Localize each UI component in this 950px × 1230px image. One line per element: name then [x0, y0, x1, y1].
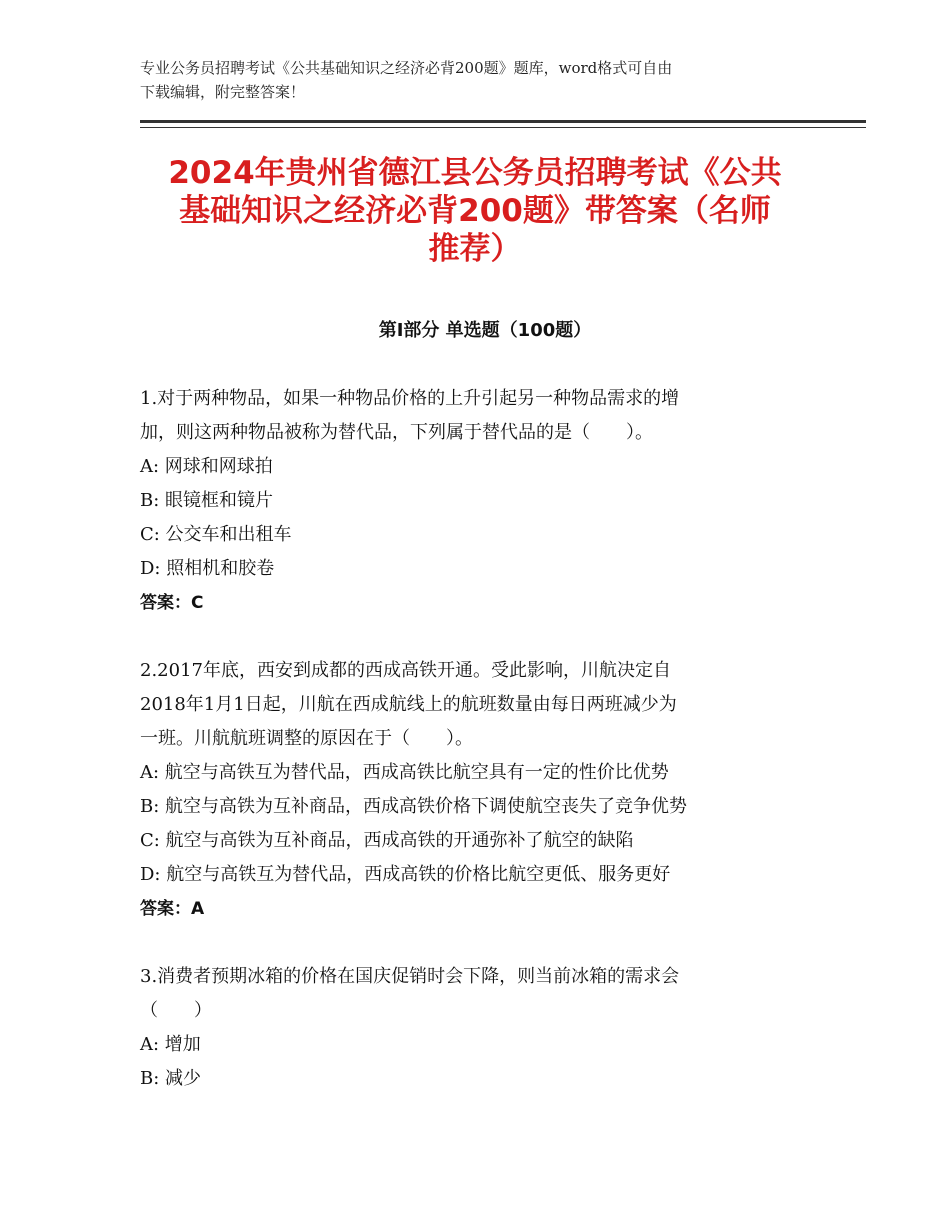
header-divider — [140, 120, 866, 123]
header-note-line: 下载编辑，附完整答案！ — [140, 83, 306, 101]
option-a: A: 航空与高铁互为替代品，西成高铁比航空具有一定的性价比优势 — [140, 762, 669, 783]
option-d: D: 航空与高铁互为替代品，西成高铁的价格比航空更低、服务更好 — [140, 864, 671, 885]
header-note-line: 专业公务员招聘考试《公共基础知识之经济必背200题》题库，word格式可自由 — [140, 59, 673, 77]
question-stem: 加，则这两种物品被称为替代品，下列属于替代品的是（ ）。 — [140, 422, 653, 443]
title-line: 推荐） — [428, 231, 522, 267]
title-line: 基础知识之经济必背200题》带答案（名师 — [179, 193, 771, 229]
option-c: C: 公交车和出租车 — [140, 524, 292, 545]
option-b: B: 减少 — [140, 1068, 202, 1089]
title-line: 2024年贵州省德江县公务员招聘考试《公共 — [168, 155, 782, 191]
question-stem: 1.对于两种物品，如果一种物品价格的上升引起另一种物品需求的增 — [140, 388, 680, 409]
option-d: D: 照相机和胶卷 — [140, 558, 275, 579]
question-2 — [140, 654, 810, 926]
question-1 — [140, 382, 810, 620]
question-3 — [140, 960, 810, 1096]
question-stem: 3.消费者预期冰箱的价格在国庆促销时会下降，则当前冰箱的需求会 — [140, 966, 680, 987]
header-note — [140, 56, 830, 104]
document-title — [130, 154, 820, 268]
option-a: A: 网球和网球拍 — [140, 456, 273, 477]
question-stem: 2018年1月1日起，川航在西成航线上的航班数量由每日两班减少为 — [140, 694, 677, 715]
option-b: B: 眼镜框和镜片 — [140, 490, 274, 511]
question-stem: 2.2017年底，西安到成都的西成高铁开通。受此影响，川航决定自 — [140, 660, 671, 681]
section-heading: 第Ⅰ部分 单选题（100题） — [378, 320, 592, 341]
option-a: A: 增加 — [140, 1034, 201, 1055]
option-c: C: 航空与高铁为互补商品，西成高铁的开通弥补了航空的缺陷 — [140, 830, 634, 851]
question-stem: 一班。川航航班调整的原因在于（ ）。 — [140, 728, 473, 749]
answer: 答案：A — [140, 899, 205, 919]
answer: 答案：C — [140, 593, 204, 613]
option-b: B: 航空与高铁为互补商品，西成高铁价格下调使航空丧失了竞争优势 — [140, 796, 688, 817]
header-divider-thin — [140, 127, 866, 128]
question-stem: （ ） — [140, 1000, 212, 1021]
